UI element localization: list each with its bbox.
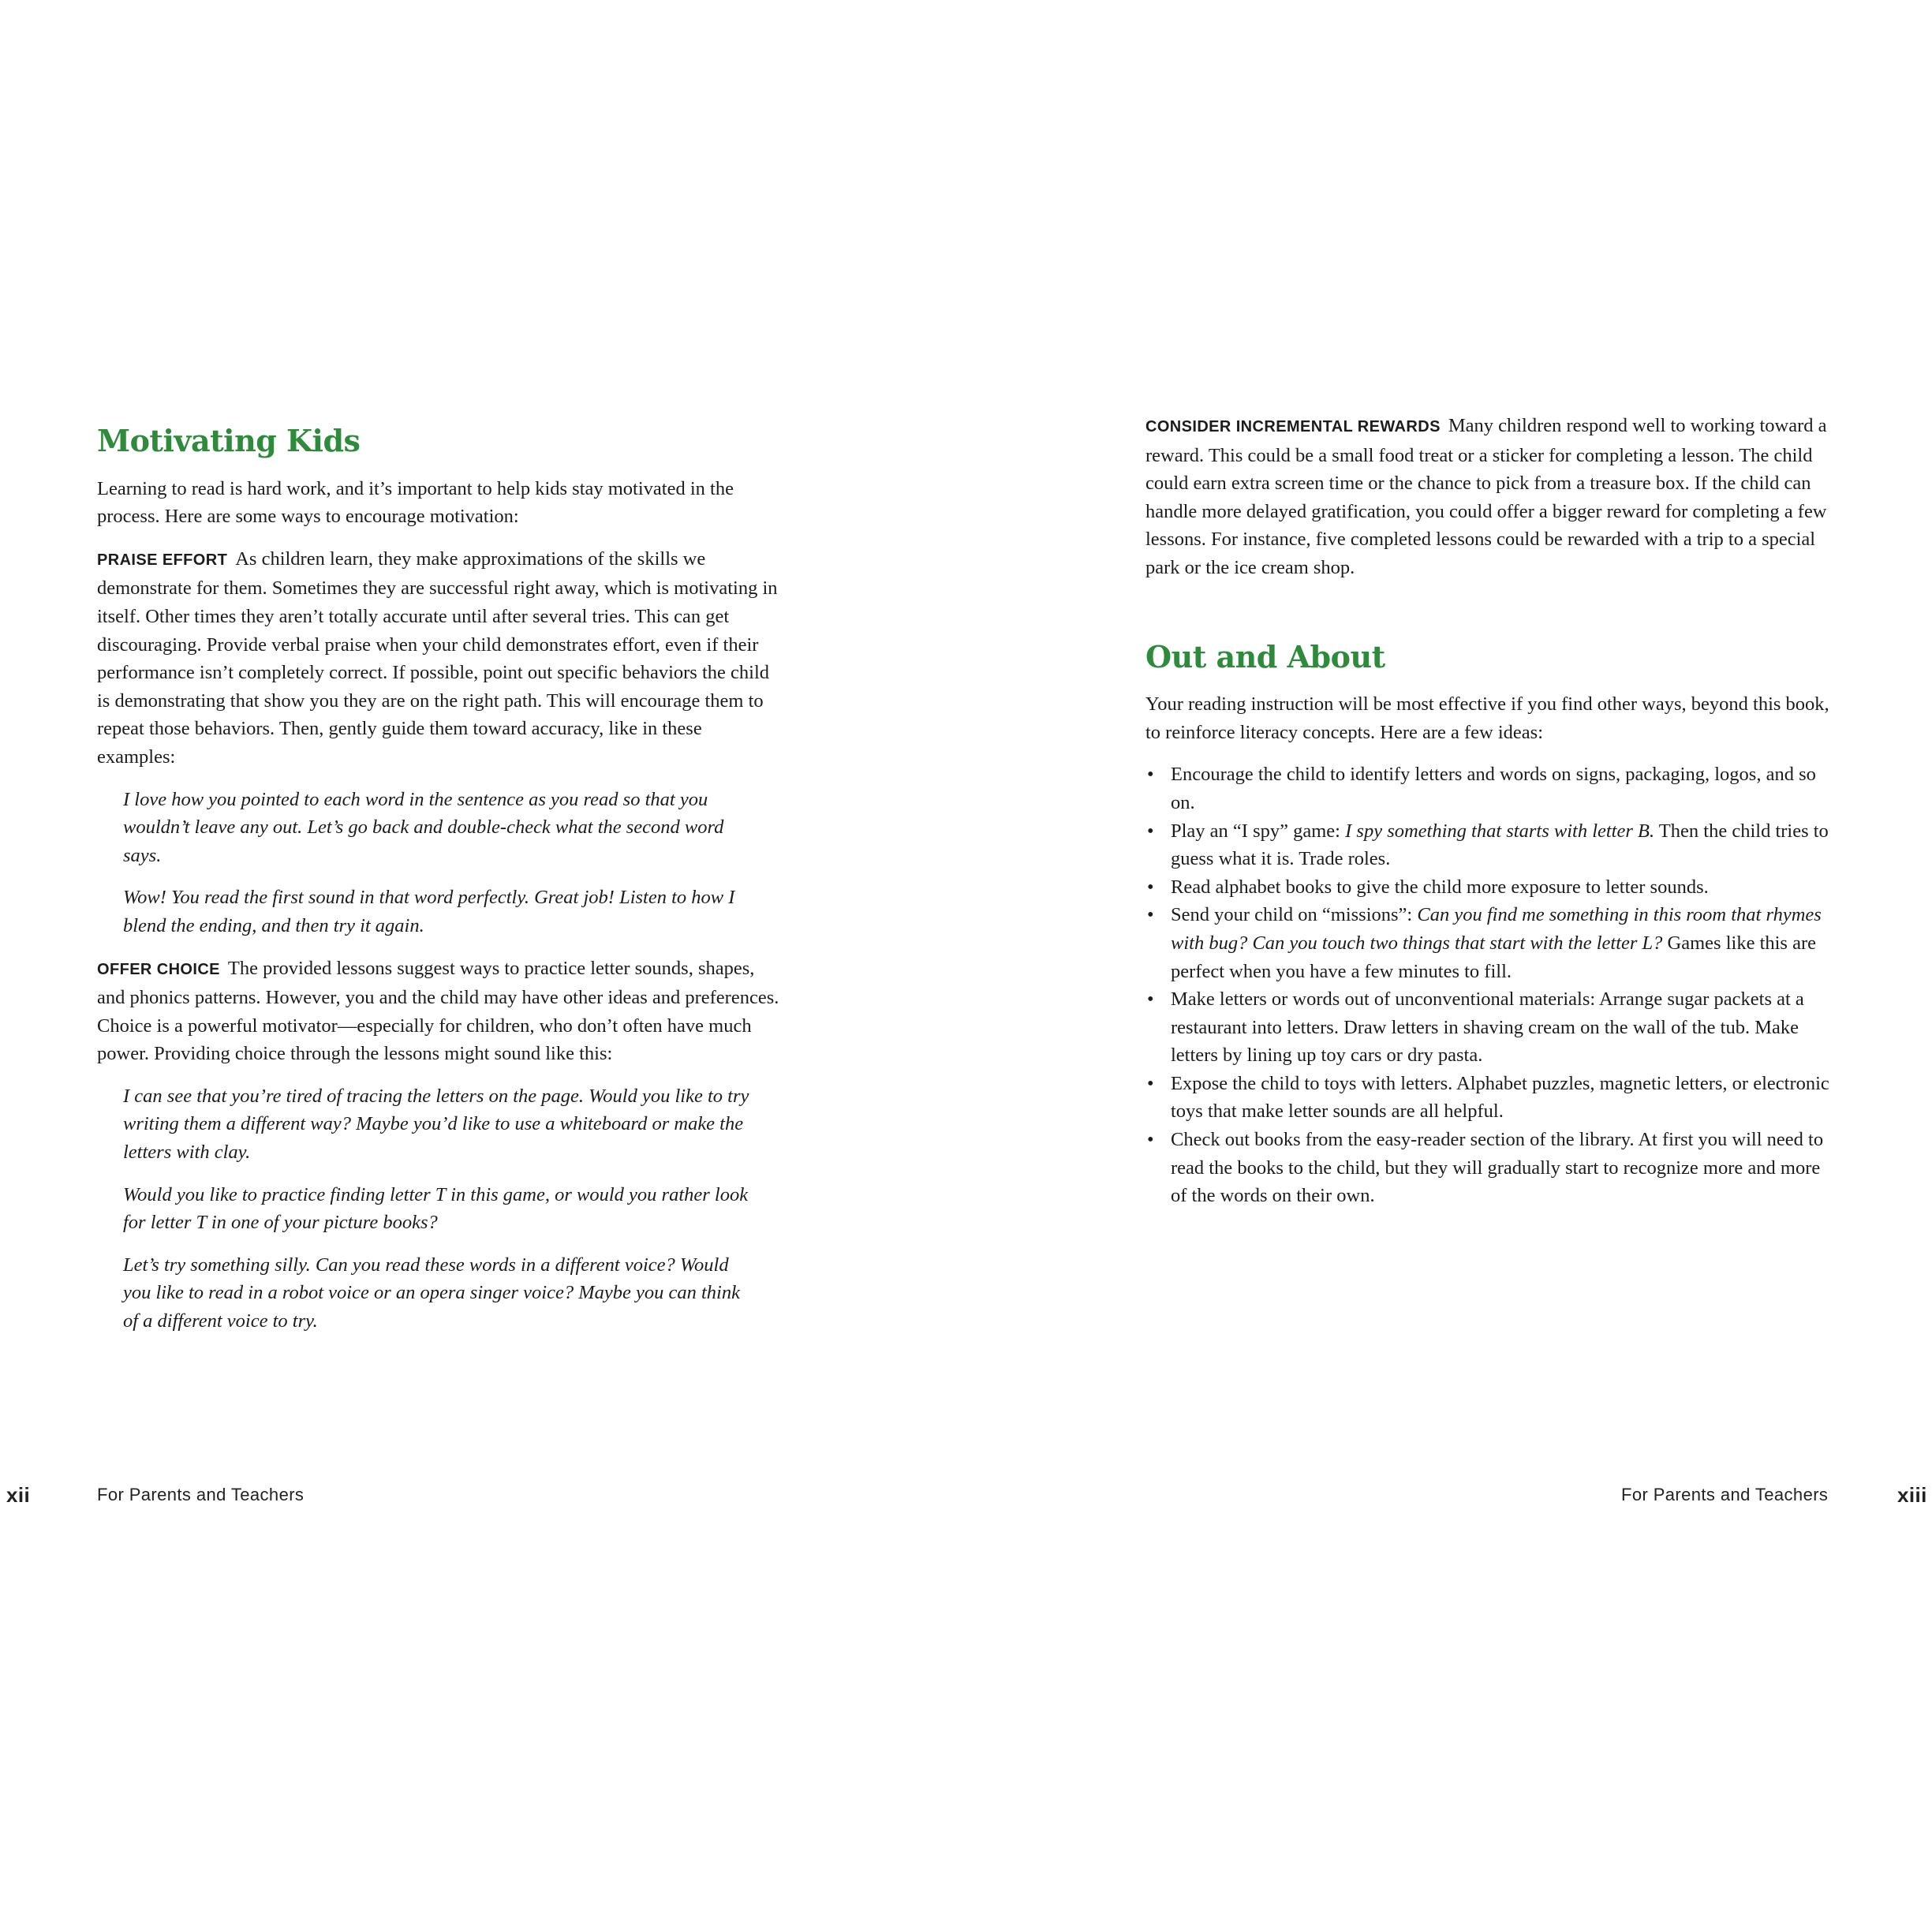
choice-example-2: Would you like to practice finding letter T in this game, or would you rather look for letter T in one of your picture books? xyxy=(123,1183,749,1234)
section-spacer xyxy=(1145,596,1840,628)
list-item: • Encourage the child to identify letters and words on signs, packaging, logos, and so on. xyxy=(1145,760,1840,817)
bullet-icon: • xyxy=(1147,988,1154,1011)
choice-example-1: I can see that you’re tired of tracing the letters on the page. Would you like to try writing them a different way? Maybe you’d like to use a whiteboard or make the letters with clay. xyxy=(123,1085,749,1164)
bullet-icon: • xyxy=(1147,1129,1154,1151)
praise-example-1: I love how you pointed to each word in the sentence as you read so that you wouldn’t leave any out. Let’s go back and double-check what the second word says. xyxy=(123,788,724,866)
list-item: • Expose the child to toys with letters. Alphabet puzzles, magnetic letters, or electronic toys that make letter sounds are all helpful. xyxy=(1145,1070,1840,1126)
right-page-number: xiii xyxy=(1897,1483,1927,1507)
choice-example-3: Let’s try something silly. Can you read these words in a different voice? Would you like to read in a robot voice or an opera singer voice? Maybe you can think of a different voice to try. xyxy=(123,1254,740,1332)
rewards-text: Many children respond well to working toward a reward. This could be a small food treat or a sticker for completing a lesson. The child could earn extra screen time or the chance to pick from a treasure box. If the child can handle more delayed gratification, you could offer a bigger reward for completing a few lessons. For instance, five completed lessons could be rewarded with a trip to a special park or the ice cream shop. xyxy=(1145,415,1827,578)
right-page-content xyxy=(1145,412,1840,1210)
list-item: • Read alphabet books to give the child more exposure to letter sounds. xyxy=(1145,873,1840,902)
left-page-content xyxy=(97,412,783,1350)
rewards-paragraph xyxy=(1145,412,1840,582)
bullet-icon: • xyxy=(1147,1072,1154,1094)
list-item: • Make letters or words out of unconventional materials: Arrange sugar packets at a restaurant into letters. Draw letters in shaving cream on the wall of the tub. Make letters by lining up toy cars or dry pasta. xyxy=(1145,985,1840,1070)
offer-choice-lead: OFFER CHOICE xyxy=(97,960,220,978)
bullet-icon: • xyxy=(1147,904,1154,926)
praise-effort-lead: PRAISE EFFORT xyxy=(97,551,228,569)
rewards-lead: CONSIDER INCREMENTAL REWARDS xyxy=(1145,418,1441,435)
bullet-icon: • xyxy=(1147,820,1154,842)
list-item: • Check out books from the easy-reader section of the library. At first you will need to read the books to the child, but they will gradually start to recognize more and more of the words on their own. xyxy=(1145,1126,1840,1210)
offer-choice-text: The provided lessons suggest ways to practice letter sounds, shapes, and phonics patterns. However, you and the child may have other ideas and preferences. Choice is a powerful motivator—especially for children, who don’t often have much power. Providing choice through the lessons might sound like this: xyxy=(97,957,779,1065)
heading-out-and-about: Out and About xyxy=(1145,638,1385,675)
list-item: • Send your child on “missions”: Can you find me something in this room that rhymes with bug? Can you touch two things that start with the letter L? Games like this are perfect when you have a few minutes to fill. xyxy=(1145,901,1840,985)
left-page-number: xii xyxy=(6,1483,31,1507)
right-running-head: For Parents and Teachers xyxy=(1621,1485,1829,1504)
intro-paragraph: Learning to read is hard work, and it’s important to help kids stay motivated in the process. Here are some ways to encourage motivation: xyxy=(97,477,734,528)
heading-motivating-kids: Motivating Kids xyxy=(97,423,361,458)
praise-example-2: Wow! You read the first sound in that word perfectly. Great job! Listen to how I blend the ending, and then try it again. xyxy=(123,887,735,936)
ideas-list xyxy=(1145,760,1840,1210)
offer-choice-paragraph xyxy=(97,955,783,1068)
bullet-icon: • xyxy=(1147,764,1154,786)
out-about-intro: Your reading instruction will be most effective if you find other ways, beyond this book, to reinforce literacy concepts. Here are a few ideas: xyxy=(1145,693,1829,743)
praise-effort-paragraph xyxy=(97,545,783,772)
praise-effort-text: As children learn, they make approximations of the skills we demonstrate for them. Sometimes they are successful right away, which is motivating in itself. Other times they aren’t totally accurate until after several tries. This can get discouraging. Provide verbal praise when your child demonstrates effort, even if their performance isn’t completely correct. If possible, point out specific behaviors the child is demonstrating that show you they are on the right path. This will encourage them to repeat those behaviors. Then, gently guide them toward accuracy, like in these examples: xyxy=(97,547,778,768)
left-running-head: For Parents and Teachers xyxy=(97,1485,305,1504)
bullet-icon: • xyxy=(1147,876,1154,898)
list-item: • Play an “I spy” game: I spy something that starts with letter B. Then the child tries to guess what it is. Trade roles. xyxy=(1145,817,1840,873)
